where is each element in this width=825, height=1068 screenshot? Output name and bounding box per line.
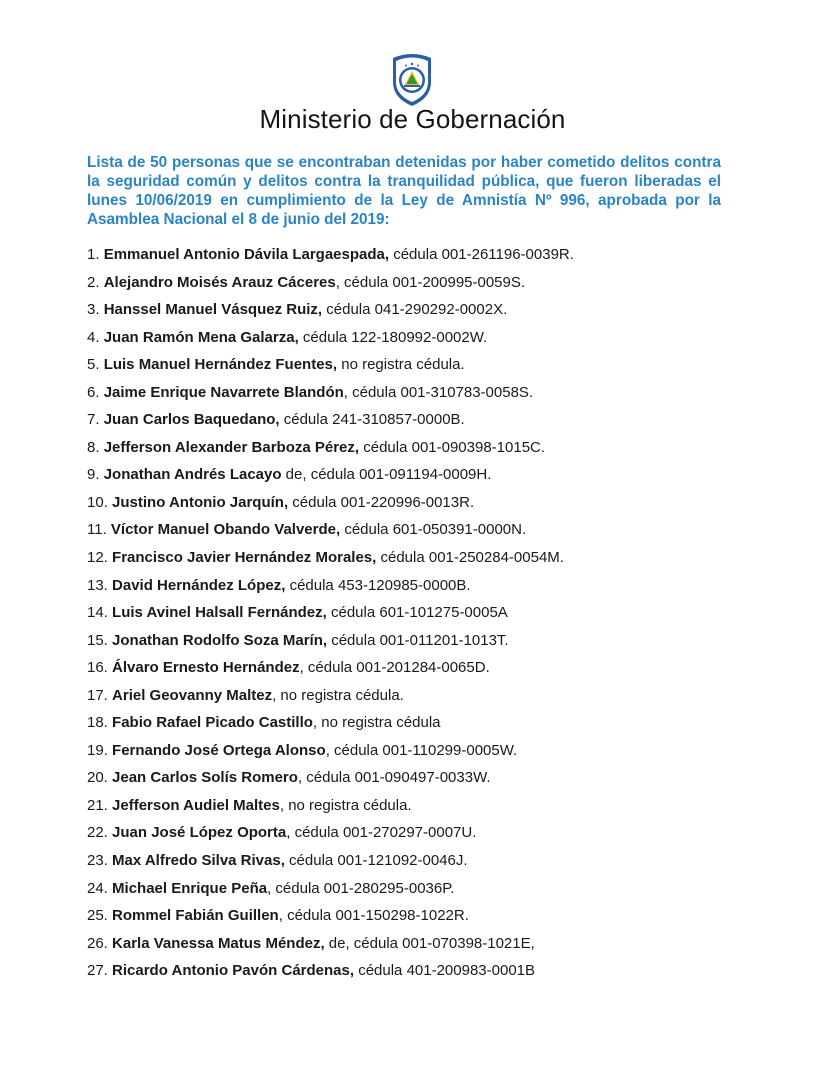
list-item bbox=[87, 466, 747, 494]
released-persons-list bbox=[87, 246, 747, 990]
item-number: 12. bbox=[87, 549, 108, 567]
item-number: 9. bbox=[87, 466, 100, 484]
list-item bbox=[87, 907, 747, 935]
item-number: 27. bbox=[87, 962, 108, 980]
intro-paragraph: Lista de 50 personas que se encontraban detenidas por haber cometido delitos contra la seguridad común y delitos contra la tranquilidad pública, que fueron liberadas el lunes 10/06/2019 en cumplimiento de la Ley de Amnistía Nº 996, aprobada por la Asamblea Nacional el 8 de junio del 2019: bbox=[87, 154, 721, 228]
person-name: Jonathan Andrés Lacayo bbox=[103, 466, 282, 484]
list-item bbox=[87, 439, 747, 467]
list-item bbox=[87, 935, 747, 963]
person-id-detail: , no registra cédula bbox=[312, 714, 441, 732]
item-number: 16. bbox=[87, 659, 108, 677]
person-id-detail: cédula 241-310857-0000B. bbox=[279, 411, 465, 429]
person-id-detail: , cédula 001-150298-1022R. bbox=[278, 907, 469, 925]
person-id-detail: , cédula 001-310783-0058S. bbox=[343, 383, 534, 401]
list-item bbox=[87, 880, 747, 908]
person-id-detail: , no registra cédula. bbox=[272, 686, 404, 704]
person-id-detail: , cédula 001-270297-0007U. bbox=[286, 824, 477, 842]
person-id-detail: cédula 001-121092-0046J. bbox=[284, 852, 468, 870]
person-name: Jefferson Audiel Maltes bbox=[112, 796, 280, 814]
person-id-detail: , no registra cédula. bbox=[279, 796, 412, 814]
item-number: 26. bbox=[87, 934, 108, 952]
list-item bbox=[87, 521, 747, 549]
person-id-detail: cédula 041-290292-0002X. bbox=[322, 301, 508, 319]
item-number: 25. bbox=[87, 907, 108, 925]
item-number: 6. bbox=[87, 383, 100, 401]
list-item bbox=[87, 714, 747, 742]
list-item bbox=[87, 852, 747, 880]
person-name: Fabio Rafael Picado Castillo bbox=[112, 714, 313, 732]
item-number: 23. bbox=[87, 852, 108, 870]
item-number: 10. bbox=[87, 493, 108, 511]
ministry-seal-icon bbox=[389, 52, 435, 108]
person-name: Jean Carlos Solís Romero bbox=[112, 769, 298, 787]
item-number: 22. bbox=[87, 824, 108, 842]
person-name: Álvaro Ernesto Hernández bbox=[112, 659, 300, 677]
person-name: Ricardo Antonio Pavón Cárdenas, bbox=[112, 962, 355, 980]
item-number: 20. bbox=[87, 769, 108, 787]
item-number: 5. bbox=[87, 356, 100, 374]
list-item bbox=[87, 659, 747, 687]
person-id-detail: , cédula 001-280295-0036P. bbox=[267, 879, 455, 897]
item-number: 7. bbox=[87, 411, 100, 429]
person-id-detail: cédula 122-180992-0002W. bbox=[298, 328, 488, 346]
person-id-detail: cédula 601-101275-0005A bbox=[326, 604, 508, 622]
list-item bbox=[87, 742, 747, 770]
person-name: Francisco Javier Hernández Morales, bbox=[112, 549, 377, 567]
list-item bbox=[87, 962, 747, 990]
list-item bbox=[87, 797, 747, 825]
list-item bbox=[87, 632, 747, 660]
item-number: 13. bbox=[87, 576, 108, 594]
person-name: Juan Carlos Baquedano, bbox=[103, 411, 280, 429]
item-number: 4. bbox=[87, 328, 100, 346]
person-id-detail: cédula 001-090398-1015C. bbox=[359, 438, 546, 456]
list-item bbox=[87, 549, 747, 577]
person-name: Max Alfredo Silva Rivas, bbox=[112, 852, 285, 870]
person-id-detail: de, cédula 001-070398-1021E, bbox=[324, 934, 535, 952]
item-number: 15. bbox=[87, 631, 108, 649]
person-id-detail: cédula 001-220996-0013R. bbox=[288, 493, 475, 511]
item-number: 21. bbox=[87, 796, 108, 814]
person-name: Hanssel Manuel Vásquez Ruiz, bbox=[103, 301, 323, 319]
person-name: Fernando José Ortega Alonso bbox=[112, 741, 326, 759]
item-number: 11. bbox=[87, 521, 107, 539]
person-name: Juan Ramón Mena Galarza, bbox=[103, 328, 299, 346]
item-number: 2. bbox=[87, 273, 100, 291]
person-id-detail: de, cédula 001-091194-0009H. bbox=[281, 466, 492, 484]
item-number: 18. bbox=[87, 714, 108, 732]
person-id-detail: , cédula 001-200995-0059S. bbox=[335, 273, 526, 291]
person-name: Karla Vanessa Matus Méndez, bbox=[112, 934, 325, 952]
ministry-title: Ministerio de Gobernación bbox=[259, 104, 566, 134]
list-item bbox=[87, 246, 747, 274]
item-number: 1. bbox=[87, 246, 100, 263]
item-number: 8. bbox=[87, 438, 100, 456]
person-id-detail: cédula 001-250284-0054M. bbox=[376, 549, 564, 567]
person-name: Alejandro Moisés Arauz Cáceres bbox=[103, 273, 336, 291]
person-name: Víctor Manuel Obando Valverde, bbox=[110, 521, 341, 539]
list-item bbox=[87, 274, 747, 302]
list-item bbox=[87, 329, 747, 357]
item-number: 3. bbox=[87, 301, 100, 319]
person-name: Jonathan Rodolfo Soza Marín, bbox=[112, 631, 328, 649]
list-item bbox=[87, 577, 747, 605]
person-name: Jefferson Alexander Barboza Pérez, bbox=[103, 438, 360, 456]
item-number: 19. bbox=[87, 741, 108, 759]
person-id-detail: cédula 401-200983-0001B bbox=[354, 962, 536, 980]
list-item bbox=[87, 687, 747, 715]
person-name: Rommel Fabián Guillen bbox=[112, 907, 279, 925]
person-name: David Hernández López, bbox=[112, 576, 286, 594]
list-item bbox=[87, 301, 747, 329]
person-id-detail: , cédula 001-110299-0005W. bbox=[325, 741, 518, 759]
person-name: Juan José López Oporta bbox=[112, 824, 287, 842]
item-number: 14. bbox=[87, 604, 108, 622]
list-item bbox=[87, 604, 747, 632]
person-name: Luis Avinel Halsall Fernández, bbox=[112, 604, 327, 622]
person-id-detail: cédula 001-011201-1013T. bbox=[327, 631, 509, 649]
list-item bbox=[87, 769, 747, 797]
item-number: 17. bbox=[87, 686, 108, 704]
person-id-detail: no registra cédula. bbox=[337, 356, 465, 374]
list-item bbox=[87, 384, 747, 412]
item-number: 24. bbox=[87, 879, 108, 897]
person-id-detail: cédula 001-261196-0039R. bbox=[389, 246, 574, 263]
person-id-detail: cédula 453-120985-0000B. bbox=[285, 576, 471, 594]
person-name: Michael Enrique Peña bbox=[112, 879, 268, 897]
person-id-detail: , cédula 001-201284-0065D. bbox=[299, 659, 490, 677]
person-id-detail: , cédula 001-090497-0033W. bbox=[297, 769, 491, 787]
list-item bbox=[87, 411, 747, 439]
list-item bbox=[87, 356, 747, 384]
person-name: Jaime Enrique Navarrete Blandón bbox=[103, 383, 344, 401]
list-item bbox=[87, 494, 747, 522]
person-name: Justino Antonio Jarquín, bbox=[112, 493, 289, 511]
person-name: Emmanuel Antonio Dávila Largaespada, bbox=[103, 246, 390, 263]
person-name: Luis Manuel Hernández Fuentes, bbox=[103, 356, 338, 374]
person-id-detail: cédula 601-050391-0000N. bbox=[340, 521, 527, 539]
person-name: Ariel Geovanny Maltez bbox=[112, 686, 273, 704]
list-item bbox=[87, 824, 747, 852]
